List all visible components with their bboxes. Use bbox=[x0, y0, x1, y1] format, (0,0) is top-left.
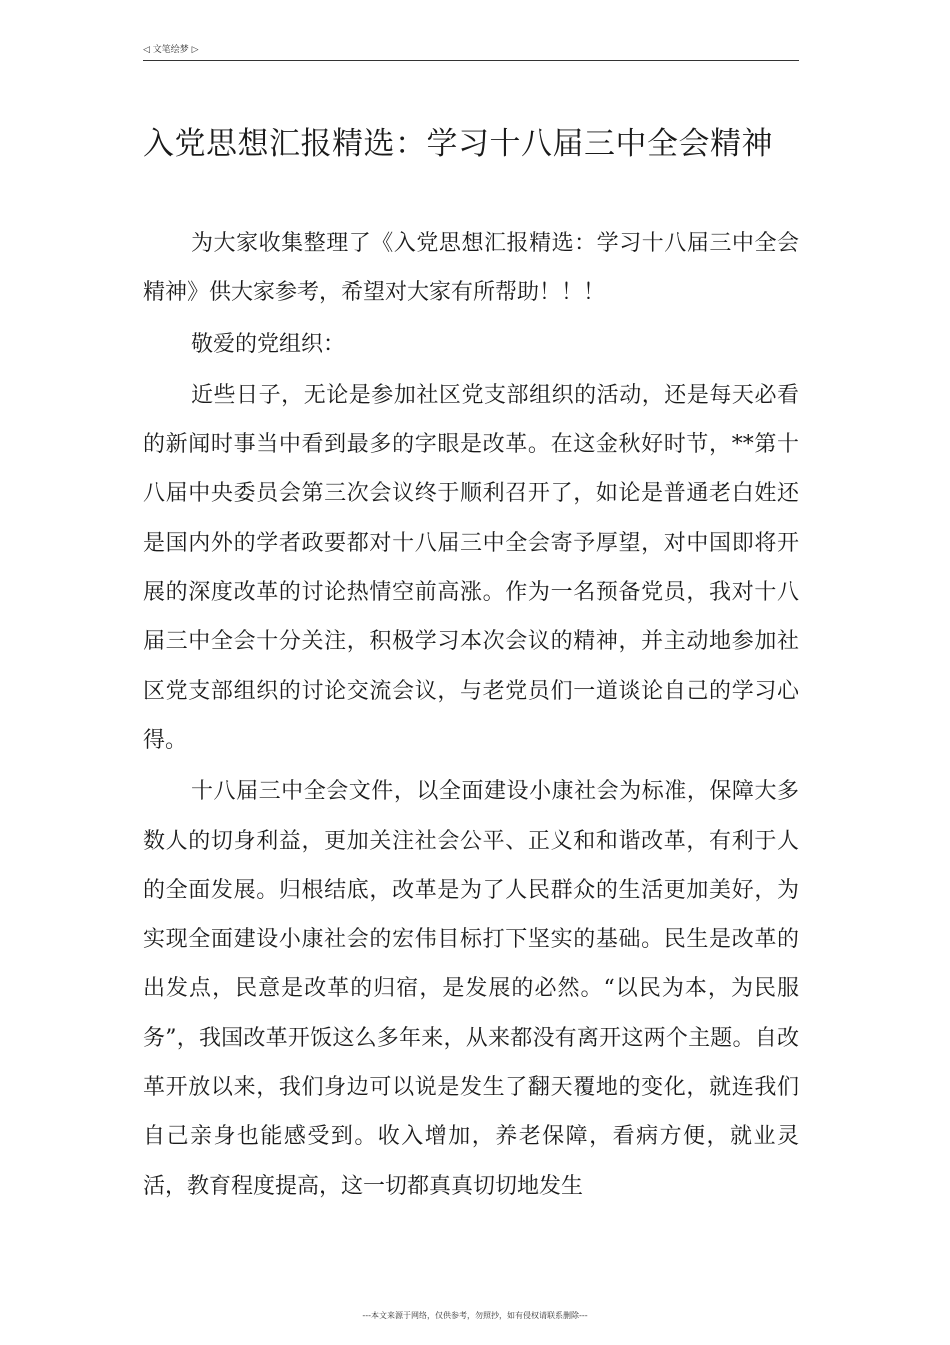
document-title: 入党思想汇报精选：学习十八届三中全会精神 bbox=[143, 126, 773, 162]
document-body bbox=[143, 219, 799, 1213]
body-paragraph: 近些日子，无论是参加社区党支部组织的活动，还是每天必看的新闻时事当中看到最多的字眼是改革。在这金秋好时节，**第十八届中央委员会第三次会议终于顺利召开了，如论是普通老白姓还是国内外的学者政要都对十八届三中全会寄予厚望，对中国即将开展的深度改革的讨论热情空前高涨。作为一名预备党员，我对十八届三中全会十分关注，积极学习本次会议的精神，并主动地参加社区党支部组织的讨论交流会议，与老党员们一道谈论自己的学习心得。 bbox=[143, 382, 799, 753]
page-header bbox=[143, 44, 799, 61]
body-paragraph: 十八届三中全会文件，以全面建设小康社会为标准，保障大多数人的切身利益，更加关注社会公平、正义和和谐改革，有利于人的全面发展。归根结底，改革是为了人民群众的生活更加美好，为实现全面建设小康社会的宏伟目标打下坚实的基础。民生是改革的出发点，民意是改革的归宿，是发展的必然。“以民为本，为民服务”，我国改革开饭这么多年来，从来都没有离开这两个主题。自改革开放以来，我们身边可以说是发生了翻天覆地的变化，就连我们自己亲身也能感受到。收入增加，养老保障，看病方便，就业灵活，教育程度提高，这一切都真真切切地发生 bbox=[143, 779, 799, 1199]
salutation: 敬爱的党组织： bbox=[191, 331, 346, 357]
header-brand: ◁ 文笔绘梦 ▷ bbox=[143, 45, 199, 55]
intro-paragraph: 为大家收集整理了《入党思想汇报精选：学习十八届三中全会精神》供大家参考，希望对大家有所帮助！！！ bbox=[143, 231, 799, 306]
page-footer: ---本文来源于网络，仅供参考，勿照抄，如有侵权请联系删除--- bbox=[362, 1311, 588, 1320]
